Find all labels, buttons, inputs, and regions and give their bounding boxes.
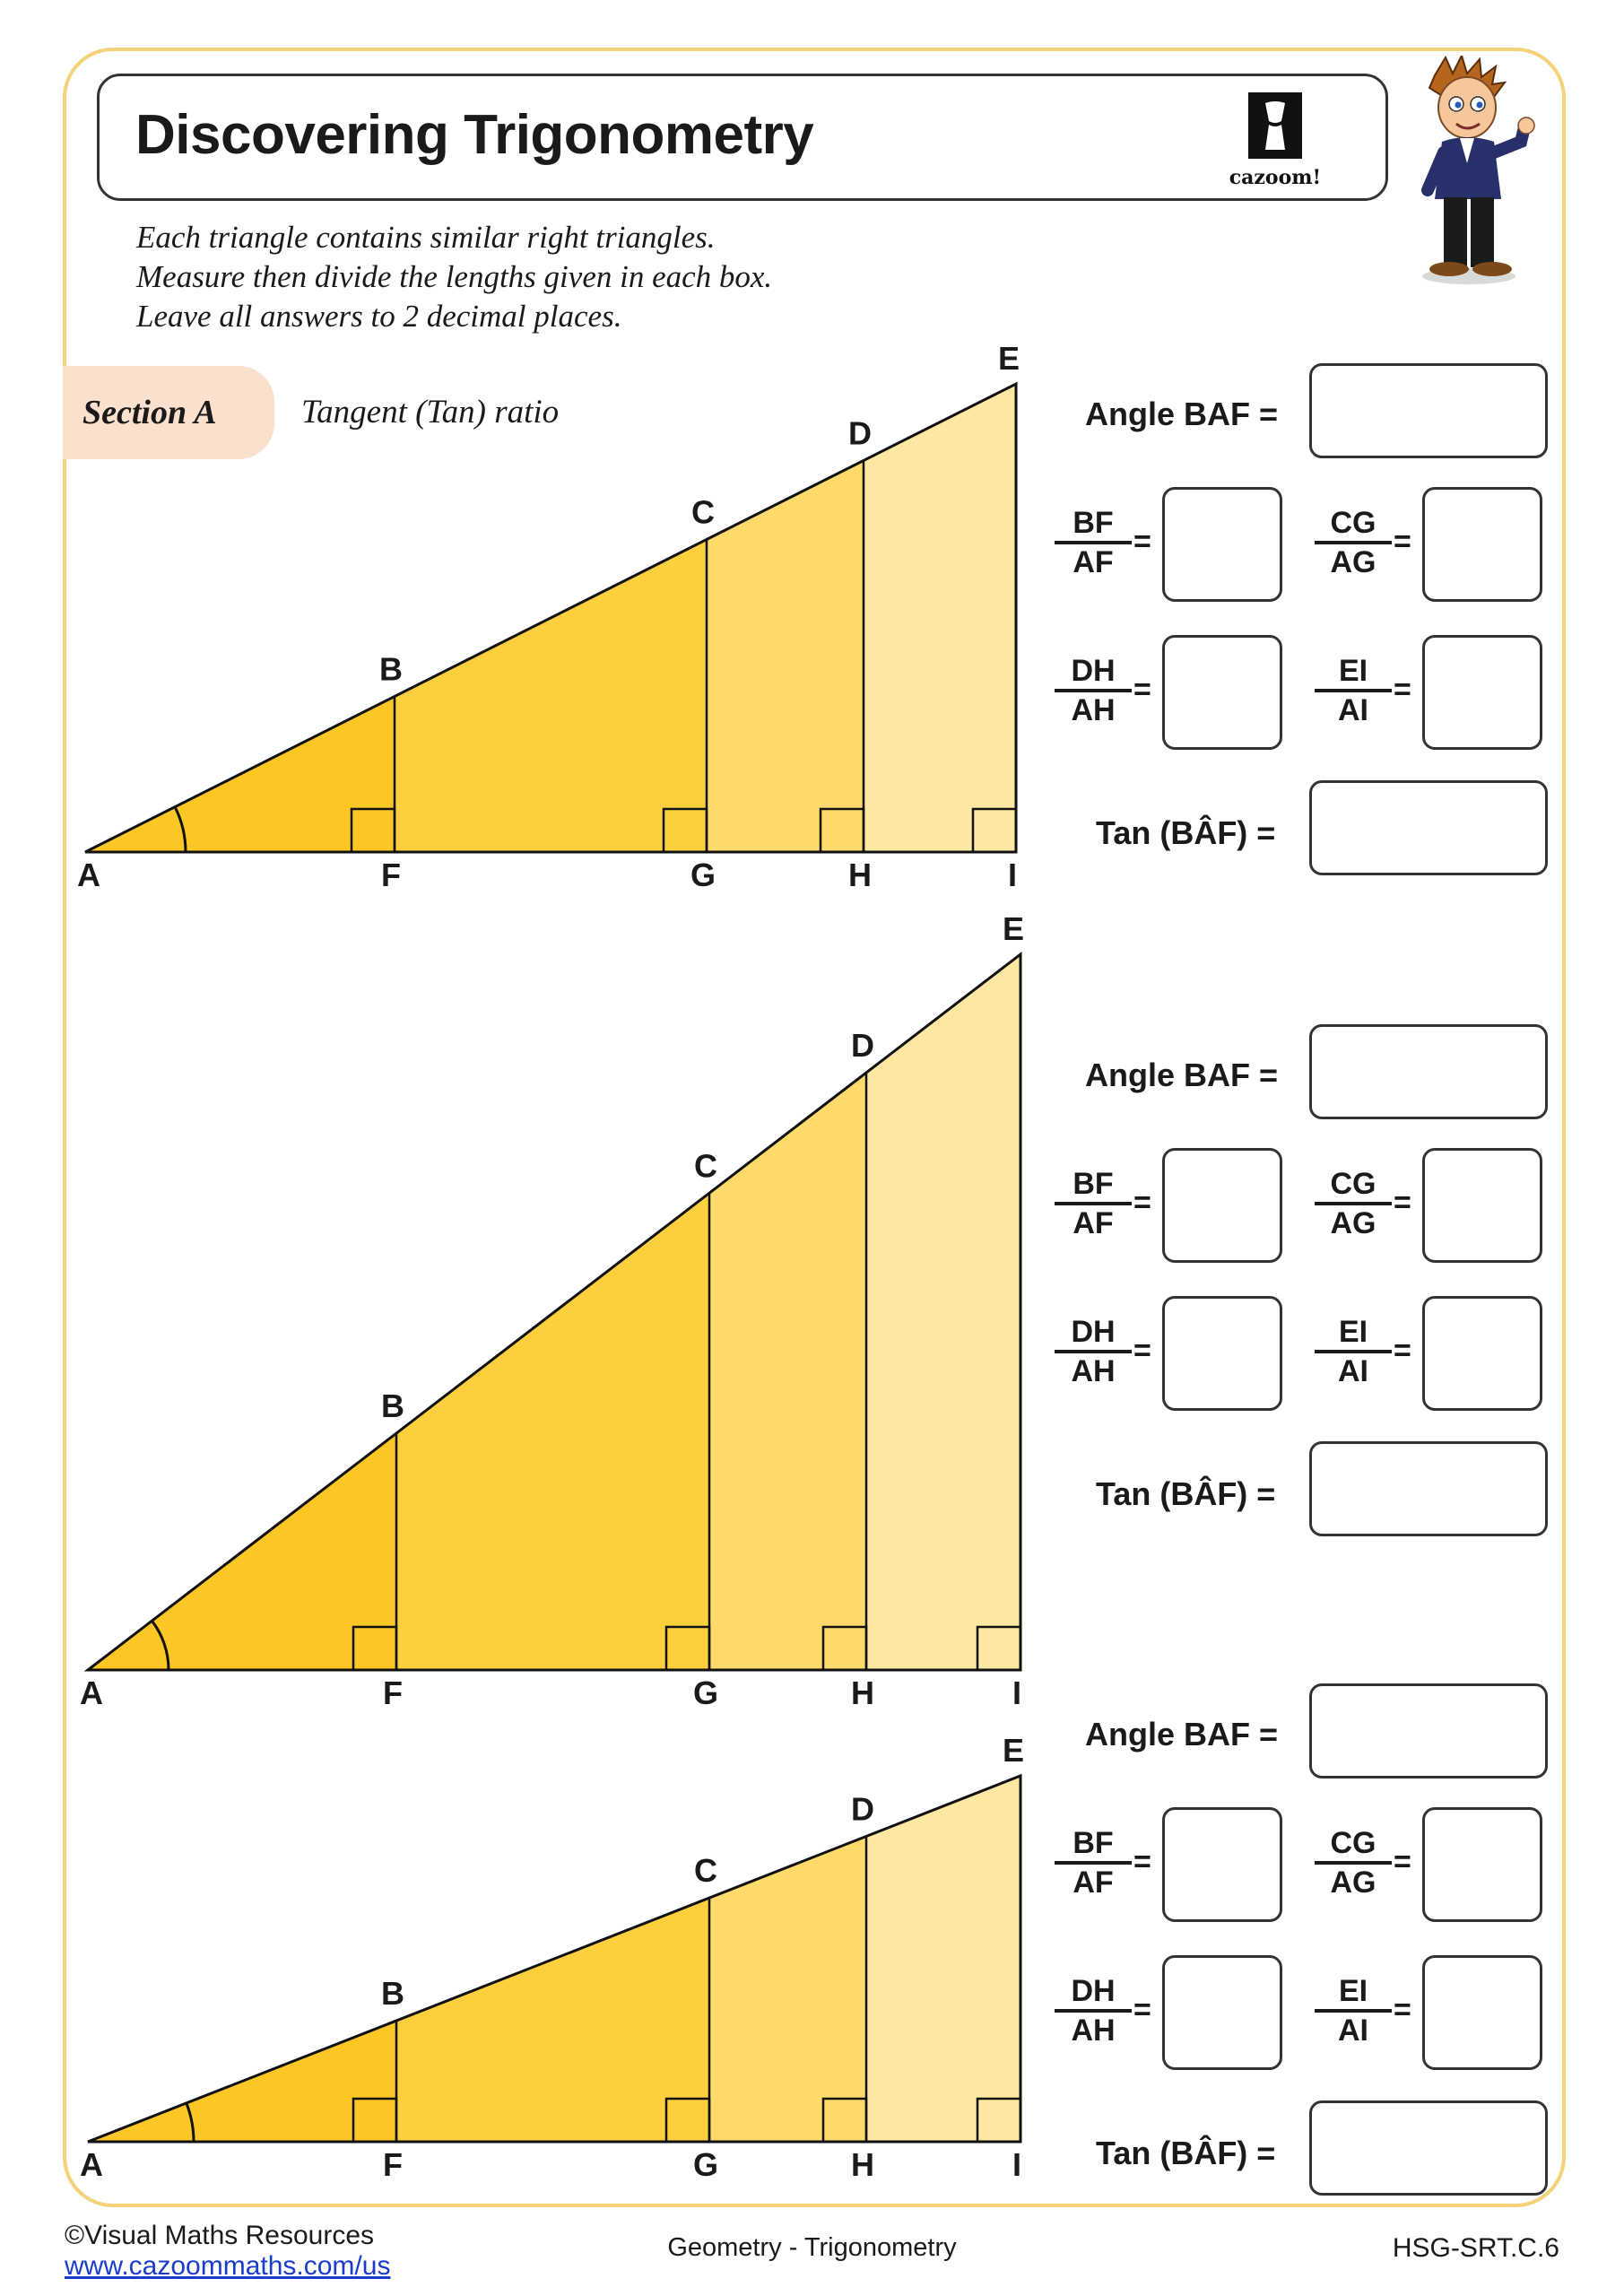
logo-text: cazoom!	[1229, 166, 1322, 189]
instruction-line-3: Leave all answers to 2 decimal places.	[136, 299, 622, 334]
fraction-numerator: DH	[1055, 653, 1132, 692]
page-title: Discovering Trigonometry	[135, 104, 814, 166]
point-label-G: G	[690, 857, 716, 893]
triangle-region-4	[864, 384, 1016, 852]
point-label-C: C	[694, 1147, 717, 1185]
point-label-G: G	[692, 2146, 719, 2183]
angle-baf-label-3: Angle BAF =	[1085, 1716, 1279, 1752]
fraction-denominator: AI	[1338, 693, 1368, 727]
triangle-region-4	[866, 954, 1020, 1670]
fraction-numerator: CG	[1315, 505, 1392, 544]
point-label-A: A	[77, 857, 100, 893]
equals-sign: =	[1394, 1845, 1411, 1879]
fraction-numerator: BF	[1055, 505, 1132, 544]
equals-sign: =	[1133, 673, 1151, 707]
triangle-region-3	[709, 1836, 866, 2142]
ratio-answer-box-dh-1[interactable]	[1162, 635, 1282, 750]
point-label-H: H	[851, 1674, 874, 1711]
ratio-answer-box-cg-2[interactable]	[1422, 1148, 1542, 1263]
equals-sign: =	[1133, 525, 1151, 559]
fraction-numerator: EI	[1315, 653, 1392, 692]
ratio-answer-box-ei-2[interactable]	[1422, 1296, 1542, 1411]
fraction-denominator: AH	[1071, 693, 1116, 727]
fraction-denominator: AG	[1330, 545, 1376, 579]
section-subtitle: Tangent (Tan) ratio	[301, 394, 560, 430]
ratio-answer-box-cg-3[interactable]	[1422, 1807, 1542, 1922]
point-label-F: F	[383, 2146, 403, 2183]
fraction-denominator: AF	[1073, 1206, 1114, 1240]
point-label-D: D	[851, 1790, 874, 1828]
point-label-G: G	[692, 1674, 719, 1711]
triangle-diagram-3	[80, 1732, 1024, 2183]
point-label-D: D	[851, 1026, 874, 1064]
triangle-region-2	[396, 1193, 709, 1670]
ratio-answer-box-ei-1[interactable]	[1422, 635, 1542, 750]
footer-subject: Geometry - Trigonometry	[667, 2233, 957, 2262]
footer-copyright: ©Visual Maths Resources	[65, 2221, 375, 2250]
point-label-I: I	[1012, 1674, 1022, 1711]
ratio-answer-box-bf-2[interactable]	[1162, 1148, 1282, 1263]
fraction-denominator: AF	[1073, 545, 1114, 579]
point-label-I: I	[1012, 2146, 1022, 2183]
fraction-numerator: CG	[1315, 1825, 1392, 1865]
tan-baf-label-1: Tan (BÂF) =	[1096, 814, 1276, 851]
fraction-denominator: AI	[1338, 1354, 1368, 1388]
fraction-denominator: AF	[1073, 1866, 1114, 1900]
triangle-region-3	[707, 460, 864, 852]
tan-baf-answer-box-1[interactable]	[1309, 780, 1548, 875]
point-label-E: E	[1002, 910, 1025, 947]
equals-sign: =	[1133, 1845, 1151, 1879]
tan-baf-label-2: Tan (BÂF) =	[1096, 1475, 1276, 1512]
angle-baf-label-1: Angle BAF =	[1085, 396, 1279, 432]
ratio-answer-box-bf-1[interactable]	[1162, 487, 1282, 602]
fraction-numerator: EI	[1315, 1314, 1392, 1353]
point-label-H: H	[848, 857, 872, 893]
ratio-answer-box-ei-3[interactable]	[1422, 1955, 1542, 2070]
triangle-region-3	[709, 1073, 866, 1670]
footer-website-link[interactable]: www.cazoommaths.com/us	[65, 2251, 391, 2281]
point-label-B: B	[381, 1387, 404, 1425]
triangle-diagram-1	[77, 340, 1020, 893]
point-label-F: F	[381, 857, 401, 893]
tan-baf-answer-box-2[interactable]	[1309, 1441, 1548, 1536]
triangle-region-4	[866, 1776, 1020, 2142]
point-label-E: E	[997, 340, 1020, 377]
footer-code: HSG-SRT.C.6	[1392, 2233, 1559, 2263]
fraction-numerator: BF	[1055, 1825, 1132, 1865]
triangle-region-2	[396, 1898, 709, 2142]
equals-sign: =	[1394, 1334, 1411, 1368]
point-label-B: B	[381, 1975, 404, 2013]
angle-baf-label-2: Angle BAF =	[1085, 1057, 1279, 1093]
fraction-numerator: DH	[1055, 1973, 1132, 2013]
tan-baf-label-3: Tan (BÂF) =	[1096, 2135, 1276, 2171]
fraction-numerator: BF	[1055, 1166, 1132, 1205]
triangle-diagram-2	[80, 910, 1024, 1711]
fraction-numerator: CG	[1315, 1166, 1392, 1205]
angle-baf-answer-box-2[interactable]	[1309, 1024, 1548, 1119]
point-label-H: H	[851, 2146, 874, 2183]
ratio-answer-box-dh-3[interactable]	[1162, 1955, 1282, 2070]
point-label-D: D	[848, 414, 872, 452]
equals-sign: =	[1394, 1993, 1411, 2027]
equals-sign: =	[1394, 673, 1411, 707]
section-label: Section A	[83, 394, 217, 431]
fraction-denominator: AG	[1330, 1206, 1376, 1240]
angle-baf-answer-box-3[interactable]	[1309, 1683, 1548, 1779]
fraction-numerator: EI	[1315, 1973, 1392, 2013]
equals-sign: =	[1394, 525, 1411, 559]
point-label-C: C	[694, 1852, 717, 1890]
point-label-F: F	[383, 1674, 403, 1711]
fraction-denominator: AH	[1071, 2013, 1116, 2048]
tan-baf-answer-box-3[interactable]	[1309, 2100, 1548, 2196]
equals-sign: =	[1133, 1186, 1151, 1220]
fraction-numerator: DH	[1055, 1314, 1132, 1353]
ratio-answer-box-cg-1[interactable]	[1422, 487, 1542, 602]
point-label-B: B	[379, 650, 403, 688]
equals-sign: =	[1394, 1186, 1411, 1220]
fraction-denominator: AH	[1071, 1354, 1116, 1388]
instruction-line-2: Measure then divide the lengths given in each box.	[136, 259, 773, 294]
point-label-I: I	[1007, 857, 1018, 893]
point-label-C: C	[691, 493, 715, 531]
equals-sign: =	[1133, 1993, 1151, 2027]
ratio-answer-box-dh-2[interactable]	[1162, 1296, 1282, 1411]
point-label-A: A	[80, 2146, 103, 2183]
fraction-denominator: AG	[1330, 1866, 1376, 1900]
triangle-region-2	[395, 539, 707, 852]
angle-baf-answer-box-1[interactable]	[1309, 363, 1548, 458]
ratio-answer-box-bf-3[interactable]	[1162, 1807, 1282, 1922]
point-label-E: E	[1002, 1732, 1025, 1769]
fraction-denominator: AI	[1338, 2013, 1368, 2048]
instruction-line-1: Each triangle contains similar right triangles.	[136, 220, 716, 255]
point-label-A: A	[80, 1674, 103, 1711]
equals-sign: =	[1133, 1334, 1151, 1368]
